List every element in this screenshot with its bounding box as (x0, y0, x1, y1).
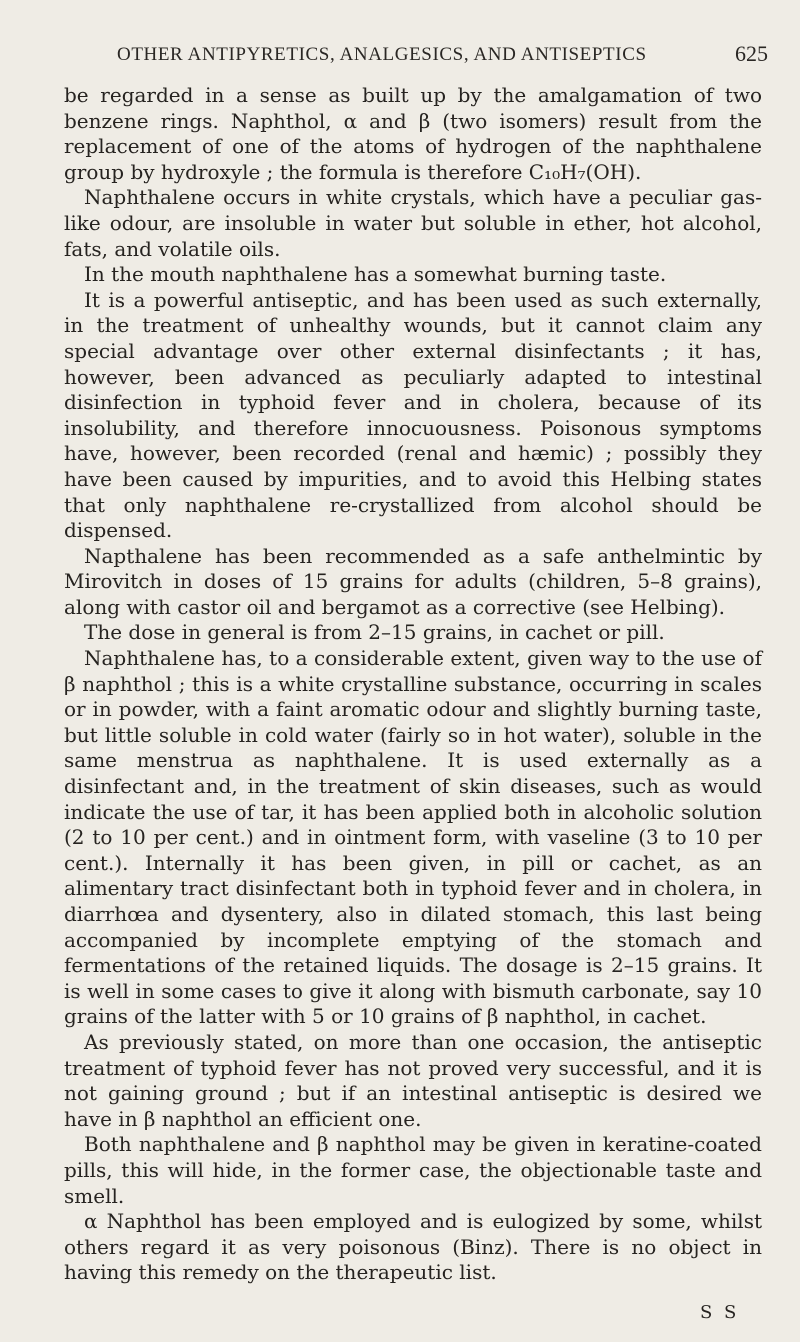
paragraph: Napthalene has been recommended as a safe anthelmintic by Mirovitch in doses of 15 grains for adults (children, 5–8 grains), along with castor oil and bergamot as a corrective (see Helbing). (64, 543, 762, 619)
paragraph: Naphthalene has, to a considerable extent, given way to the use of β naphthol ; this is a white crystalline substance, occurring in scales or in powder, with a faint aromatic odour and slightly burning taste, but little soluble in cold water (fairly so in hot water), soluble in the same menstrua as naphthalene. It is used externally as a disinfectant and, in the treatment of skin diseases, such as would indicate the use of tar, it has been applied both in alcoholic solution (2 to 10 per cent.) and in ointment form, with vaseline (3 to 10 per cent.). Internally it has been given, in pill or cachet, as an alimentary tract disinfectant both in typhoid fever and in cholera, in diarrhœa and dysentery, also in dilated stomach, this last being accompanied by incomplete emptying of the stomach and fermentations of the retained liquids. The dosage is 2–15 grains. It is well in some cases to give it along with bismuth carbonate, say 10 grains of the latter with 5 or 10 grains of β naphthol, in cachet. (64, 646, 762, 1029)
paragraph: α Naphthol has been employed and is eulogized by some, whilst others regard it as very poisonous (Binz). There is no object in having this remedy on the therapeutic list. (64, 1209, 762, 1285)
paragraph: The dose in general is from 2–15 grains, in cachet or pill. (84, 620, 665, 645)
paragraph: As previously stated, on more than one occasion, the antiseptic treatment of typhoid fever has not proved very successful, and it is not gaining ground ; but if an intestinal antiseptic is desired we have in β naphthol an efficient one. (64, 1029, 762, 1131)
paragraph: Both naphthalene and β naphthol may be given in keratine-coated pills, this will hide, in the former case, the objectionable taste and smell. (64, 1132, 762, 1208)
paragraph: be regarded in a sense as built up by the amalgamation of two benzene rings. Naphthol, α and β (two isomers) result from the replacement of one of the atoms of hydrogen of the naphthalene group by hydroxyle ; the formula is therefore C₁₀H₇(OH). (64, 83, 762, 184)
paragraph: Naphthalene occurs in white crystals, which have a peculiar gas-like odour, are insoluble in water but soluble in ether, hot alcohol, fats, and volatile oils. (64, 185, 762, 261)
signature-mark: S S (700, 1302, 740, 1323)
body-text (64, 83, 762, 1286)
running-title: OTHER ANTIPYRETICS, ANALGESICS, AND ANTISEPTICS (117, 44, 647, 65)
paragraph: It is a powerful antiseptic, and has been used as such externally, in the treatment of unhealthy wounds, but it cannot claim any special advantage over other external disinfectants ; it has, however, been advanced as peculiarly adapted to intestinal disinfection in typhoid fever and in cholera, because of its insolubility, and therefore innocuousness. Poisonous symptoms have, however, been recorded (renal and hæmic) ; possibly they have been caused by impurities, and to avoid this Helbing states that only naphthalene re-crystallized from alcohol should be dispensed. (64, 287, 762, 543)
paragraph: In the mouth naphthalene has a somewhat burning taste. (84, 262, 667, 287)
page-number: 625 (735, 41, 768, 66)
